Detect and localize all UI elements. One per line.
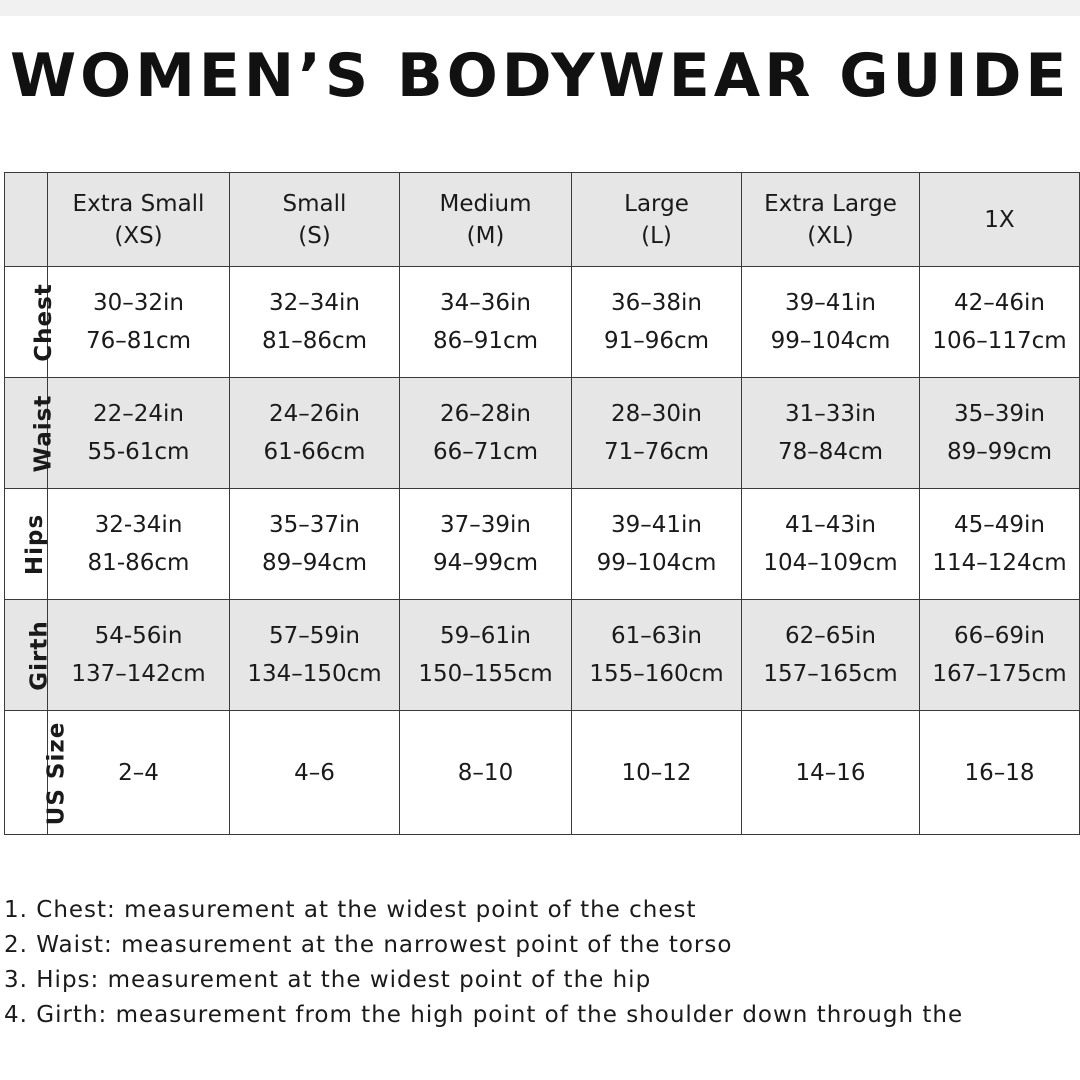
row-label-text: Waist — [30, 394, 57, 473]
top-strip — [0, 0, 1080, 16]
table-cell: 4–6 — [230, 711, 400, 835]
value-centimeters: 99–104cm — [770, 328, 891, 354]
row-label-text: US Size — [43, 721, 70, 825]
value-centimeters: 81-86cm — [87, 550, 190, 576]
table-cell — [572, 489, 742, 600]
value-inches: 26–28in — [439, 401, 531, 427]
value-inches: 35–39in — [953, 401, 1045, 427]
value-inches: 37–39in — [439, 512, 531, 538]
value-centimeters: 114–124cm — [932, 550, 1067, 576]
header-row — [5, 173, 1080, 267]
value-centimeters: 76–81cm — [85, 328, 192, 354]
measurement-notes — [4, 893, 963, 1033]
value-inches: 39–41in — [610, 512, 702, 538]
value-inches: 34–36in — [439, 290, 531, 316]
row-label-chest — [5, 267, 57, 378]
table-cell — [742, 600, 920, 711]
value-inches: 32-34in — [94, 512, 183, 538]
table-cell — [400, 600, 572, 711]
value-centimeters: 61-66cm — [263, 439, 366, 465]
row-label-text: Chest — [30, 283, 57, 362]
value-centimeters: 86–91cm — [432, 328, 539, 354]
row-label-waist — [5, 378, 57, 489]
value-centimeters: 94–99cm — [432, 550, 539, 576]
table-cell — [572, 600, 742, 711]
column-header-l — [572, 173, 742, 267]
table-cell — [920, 600, 1080, 711]
page-title: WOMEN’S BODYWEAR GUIDE — [10, 41, 1071, 111]
table-cell — [400, 489, 572, 600]
table-cell — [920, 267, 1080, 378]
value-inches: 42–46in — [953, 290, 1045, 316]
column-abbr: (XS) — [114, 222, 163, 249]
value-centimeters: 155–160cm — [589, 661, 724, 687]
girth-row — [5, 600, 1080, 711]
hips-row — [5, 489, 1080, 600]
us-size-row — [5, 711, 1080, 835]
value-centimeters: 99–104cm — [596, 550, 717, 576]
value-inches: 57–59in — [268, 623, 360, 649]
chest-row — [5, 267, 1080, 378]
value-inches: 41–43in — [784, 512, 876, 538]
column-header-m — [400, 173, 572, 267]
column-name: Medium — [439, 190, 532, 217]
value-centimeters: 89–99cm — [946, 439, 1053, 465]
value-inches: 59–61in — [439, 623, 531, 649]
value-centimeters: 167–175cm — [932, 661, 1067, 687]
value-inches: 62–65in — [784, 623, 876, 649]
value-inches: 36–38in — [610, 290, 702, 316]
column-header-s — [230, 173, 400, 267]
column-header-1x — [920, 173, 1080, 267]
column-name: 1X — [984, 206, 1015, 233]
value-centimeters: 150–155cm — [418, 661, 553, 687]
table-cell — [48, 600, 230, 711]
row-label-text: Girth — [26, 620, 53, 691]
column-name: Large — [624, 190, 689, 217]
value-centimeters: 66–71cm — [432, 439, 539, 465]
table-cell: 14–16 — [742, 711, 920, 835]
table-cell — [48, 489, 230, 600]
column-abbr: (XL) — [807, 222, 854, 249]
value-centimeters: 157–165cm — [763, 661, 898, 687]
row-label-hips — [5, 489, 48, 600]
value-centimeters: 91–96cm — [603, 328, 710, 354]
column-header-xs — [48, 173, 230, 267]
table-cell — [920, 489, 1080, 600]
waist-row — [5, 378, 1080, 489]
value-centimeters: 71–76cm — [603, 439, 710, 465]
row-label-text: Hips — [22, 513, 49, 576]
note-item: 3. Hips: measurement at the widest point of the hip — [4, 967, 652, 993]
table-cell: 8–10 — [400, 711, 572, 835]
value-centimeters: 89–94cm — [261, 550, 368, 576]
size-chart-table — [4, 172, 1080, 835]
table-cell — [230, 489, 400, 600]
table-cell: 16–18 — [920, 711, 1080, 835]
column-abbr: (S) — [298, 222, 331, 249]
value-centimeters: 134–150cm — [247, 661, 382, 687]
value-centimeters: 55-61cm — [87, 439, 190, 465]
column-abbr: (L) — [641, 222, 672, 249]
table-cell — [742, 489, 920, 600]
note-item: 2. Waist: measurement at the narrowest point of the torso — [4, 932, 733, 958]
table-cell — [920, 378, 1080, 489]
value-inches: 32–34in — [268, 290, 360, 316]
value-inches: 66–69in — [953, 623, 1045, 649]
column-name: Extra Small — [72, 190, 205, 217]
table-cell — [48, 267, 230, 378]
table-cell — [742, 378, 920, 489]
table-cell — [742, 267, 920, 378]
table-cell — [230, 267, 400, 378]
column-name: Extra Large — [764, 190, 897, 217]
table-cell — [230, 378, 400, 489]
table-cell — [572, 267, 742, 378]
value-inches: 45–49in — [953, 512, 1045, 538]
row-label-us-size — [5, 711, 70, 835]
table-cell — [48, 378, 230, 489]
table-cell: 2–4 — [48, 711, 230, 835]
column-header-xl — [742, 173, 920, 267]
value-centimeters: 78–84cm — [777, 439, 884, 465]
value-inches: 22–24in — [92, 401, 184, 427]
value-inches: 39–41in — [784, 290, 876, 316]
value-inches: 35–37in — [268, 512, 360, 538]
value-centimeters: 137–142cm — [71, 661, 206, 687]
value-centimeters: 81–86cm — [261, 328, 368, 354]
value-inches: 30–32in — [92, 290, 184, 316]
note-item: 4. Girth: measurement from the high point of the shoulder down through the — [4, 1002, 964, 1028]
row-label-girth — [5, 600, 53, 711]
table-cell — [230, 600, 400, 711]
corner-cell — [5, 173, 48, 267]
table-cell — [400, 267, 572, 378]
value-inches: 54-56in — [94, 623, 183, 649]
value-inches: 24–26in — [268, 401, 360, 427]
value-inches: 31–33in — [784, 401, 876, 427]
table-cell — [400, 378, 572, 489]
table-cell — [572, 378, 742, 489]
value-inches: 61–63in — [610, 623, 702, 649]
column-name: Small — [282, 190, 347, 217]
value-centimeters: 104–109cm — [763, 550, 898, 576]
value-inches: 28–30in — [610, 401, 702, 427]
note-item: 1. Chest: measurement at the widest point of the chest — [4, 897, 697, 923]
column-abbr: (M) — [466, 222, 505, 249]
value-centimeters: 106–117cm — [932, 328, 1067, 354]
table-cell: 10–12 — [572, 711, 742, 835]
